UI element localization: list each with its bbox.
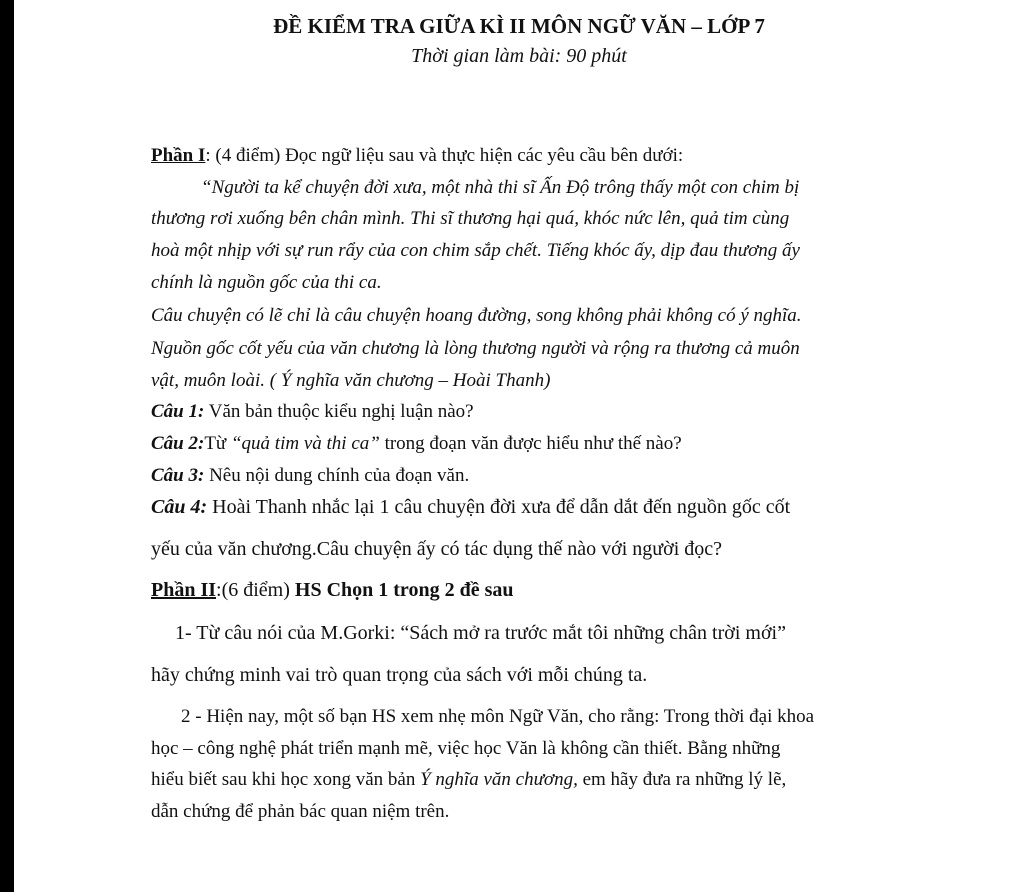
topic-2-line: dẫn chứng để phản bác quan niệm trên. <box>151 801 450 822</box>
question-text: Từ <box>204 433 231 454</box>
passage-line: hoà một nhịp với sự run rẩy của con chim sắp chết. Tiếng khóc ấy, dịp đau thương ấy <box>151 240 800 261</box>
question-1 <box>151 402 474 421</box>
passage-line: chính là nguồn gốc của thi ca. <box>151 272 382 293</box>
question-label: Câu 3: <box>151 465 205 486</box>
part1-intro: : (4 điểm) Đọc ngữ liệu sau và thực hiện các yêu cầu bên dưới: <box>205 145 684 166</box>
question-text: Hoài Thanh nhắc lại 1 câu chuyện đời xưa để dẫn dắt đến nguồn gốc cốt <box>207 496 791 518</box>
topic-2-work-title: Ý nghĩa văn chương, <box>420 769 578 790</box>
part2-heading <box>151 580 513 600</box>
topic-2-text: em hãy đưa ra những lý lẽ, <box>577 769 787 790</box>
question-text: Văn bản thuộc kiểu nghị luận nào? <box>204 401 474 422</box>
part2-label: Phần II <box>151 579 217 601</box>
topic-2-line: 2 - Hiện nay, một số bạn HS xem nhẹ môn Ngữ Văn, cho rằng: Trong thời đại khoa <box>181 706 815 727</box>
question-4-continued: yếu của văn chương.Câu chuyện ấy có tác dụng thế nào với người đọc? <box>151 538 723 560</box>
passage-line: “Người ta kể chuyện đời xưa, một nhà thi sĩ Ấn Độ trông thấy một con chim bị <box>201 177 800 198</box>
left-margin-bar <box>0 0 14 892</box>
topic-2-line <box>151 770 786 789</box>
part1-heading <box>151 146 683 165</box>
topic-2-line: học – công nghệ phát triển mạnh mẽ, việc học Văn là không cần thiết. Bằng những <box>151 738 781 759</box>
question-4 <box>151 497 790 517</box>
part2-instruction: HS Chọn 1 trong 2 đề sau <box>294 579 514 601</box>
question-3 <box>151 466 469 485</box>
topic-1-line: 1- Từ câu nói của M.Gorki: “Sách mở ra trước mắt tôi những chân trời mới” <box>175 622 786 644</box>
topic-1-line: hãy chứng minh vai trò quan trọng của sách với mỗi chúng ta. <box>151 664 648 686</box>
topic-2-text: hiểu biết sau khi học xong văn bản <box>151 769 421 790</box>
part2-intro: :(6 điểm) <box>216 579 295 601</box>
exam-title: ĐỀ KIỂM TRA GIỮA KÌ II MÔN NGỮ VĂN – LỚP 7 <box>273 14 765 38</box>
question-label: Câu 2: <box>151 433 205 454</box>
passage-line: thương rơi xuống bên chân mình. Thi sĩ thương hại quá, khóc nức lên, quả tim cùng <box>151 208 790 229</box>
part1-label: Phần I <box>151 145 206 166</box>
document-page <box>14 0 1024 892</box>
passage-line: Câu chuyện có lẽ chỉ là câu chuyện hoang đường, song không phải không có ý nghĩa. <box>151 305 802 326</box>
passage-line: vật, muôn loài. ( Ý nghĩa văn chương – Hoài Thanh) <box>151 370 551 391</box>
question-label: Câu 1: <box>151 401 205 422</box>
passage-line: Nguồn gốc cốt yếu của văn chương là lòng thương người và rộng ra thương cả muôn <box>151 338 800 359</box>
question-text: Nêu nội dung chính của đoạn văn. <box>204 465 470 486</box>
question-label: Câu 4: <box>151 496 208 518</box>
question-text: trong đoạn văn được hiểu như thế nào? <box>379 433 682 454</box>
exam-duration: Thời gian làm bài: 90 phút <box>411 45 627 67</box>
question-quote: “quả tim và thi ca” <box>230 433 380 454</box>
question-2 <box>151 434 682 453</box>
